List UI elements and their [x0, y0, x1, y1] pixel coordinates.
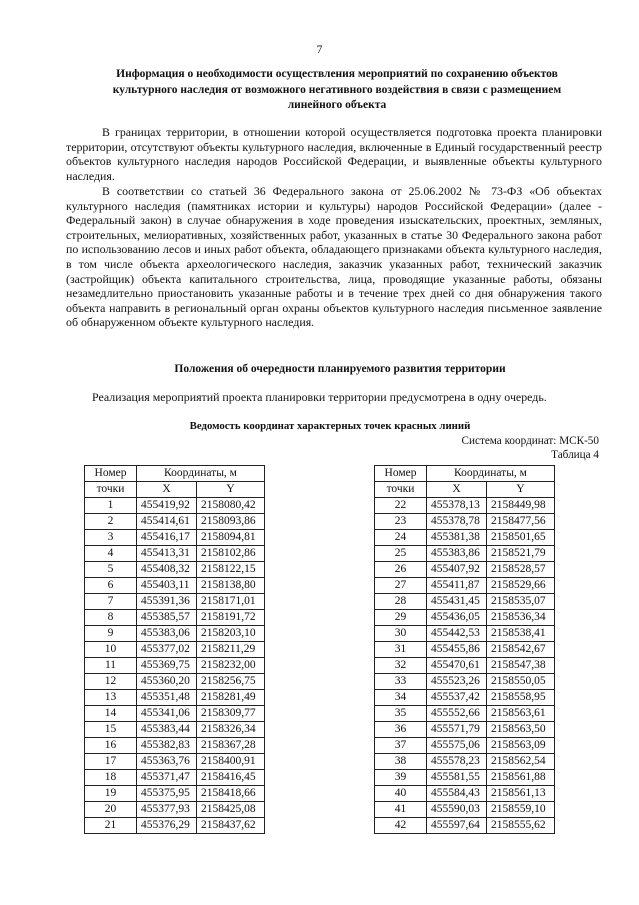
y-coordinate-cell: 2158138,80 — [197, 578, 265, 594]
table-row — [375, 674, 555, 690]
point-number-cell: 26 — [375, 562, 427, 578]
point-number-cell: 23 — [375, 514, 427, 530]
y-coordinate-cell: 2158425,08 — [197, 802, 265, 818]
header-coordinates: Координаты, м — [427, 466, 555, 482]
table-row — [85, 786, 265, 802]
table-row — [375, 658, 555, 674]
point-number-cell: 34 — [375, 690, 427, 706]
section-heading-development-order: Положения об очередности планируемого развития территории — [174, 363, 506, 375]
point-number-cell: 17 — [85, 754, 137, 770]
y-coordinate-cell: 2158102,86 — [197, 546, 265, 562]
paragraph-federal-law — [66, 184, 602, 330]
x-coordinate-cell: 455578,23 — [427, 754, 487, 770]
y-coordinate-cell: 2158555,62 — [487, 818, 555, 834]
x-coordinate-cell: 455442,53 — [427, 626, 487, 642]
y-coordinate-cell: 2158416,45 — [197, 770, 265, 786]
point-number-cell: 13 — [85, 690, 137, 706]
paragraph-heritage-absence — [66, 125, 602, 183]
table-row — [85, 658, 265, 674]
x-coordinate-cell: 455382,83 — [137, 738, 197, 754]
x-coordinate-cell: 455378,78 — [427, 514, 487, 530]
point-number-cell: 10 — [85, 642, 137, 658]
table-row — [85, 610, 265, 626]
point-number-cell: 24 — [375, 530, 427, 546]
point-number-cell: 22 — [375, 498, 427, 514]
table-row — [375, 690, 555, 706]
y-coordinate-cell: 2158449,98 — [487, 498, 555, 514]
x-coordinate-cell: 455470,61 — [427, 658, 487, 674]
x-coordinate-cell: 455571,79 — [427, 722, 487, 738]
table-row — [375, 706, 555, 722]
paragraph-single-stage: Реализация мероприятий проекта планировки территории предусмотрена в одну очередь. — [92, 390, 547, 404]
table-row — [375, 594, 555, 610]
x-coordinate-cell: 455537,42 — [427, 690, 487, 706]
y-coordinate-cell: 2158561,13 — [487, 786, 555, 802]
table-number-label: Таблица 4 — [551, 449, 599, 461]
y-coordinate-cell: 2158232,00 — [197, 658, 265, 674]
paragraph-text: В границах территории, в отношении которой осуществляется подготовка проекта планировки территории, отсутствуют объекты культурного наследия, включенные в Единый государственный реестр объектов культурного наследия народов Российской Федерации, и выявленные объекты культурного наследия. — [66, 125, 602, 183]
x-coordinate-cell: 455523,26 — [427, 674, 487, 690]
y-coordinate-cell: 2158542,67 — [487, 642, 555, 658]
header-x: X — [137, 482, 197, 498]
y-coordinate-cell: 2158309,77 — [197, 706, 265, 722]
point-number-cell: 40 — [375, 786, 427, 802]
point-number-cell: 12 — [85, 674, 137, 690]
table-row — [85, 818, 265, 834]
x-coordinate-cell: 455407,92 — [427, 562, 487, 578]
y-coordinate-cell: 2158203,10 — [197, 626, 265, 642]
y-coordinate-cell: 2158561,88 — [487, 770, 555, 786]
point-number-cell: 14 — [85, 706, 137, 722]
table-row — [85, 690, 265, 706]
point-number-cell: 42 — [375, 818, 427, 834]
table-row — [85, 642, 265, 658]
point-number-cell: 6 — [85, 578, 137, 594]
header-coordinates: Координаты, м — [137, 466, 265, 482]
y-coordinate-cell: 2158563,09 — [487, 738, 555, 754]
y-coordinate-cell: 2158550,05 — [487, 674, 555, 690]
table-row — [85, 802, 265, 818]
table-row — [85, 498, 265, 514]
table-row — [85, 514, 265, 530]
y-coordinate-cell: 2158538,41 — [487, 626, 555, 642]
table-row — [375, 578, 555, 594]
point-number-cell: 16 — [85, 738, 137, 754]
y-coordinate-cell: 2158171,01 — [197, 594, 265, 610]
table-row — [375, 610, 555, 626]
table-row — [375, 562, 555, 578]
point-number-cell: 36 — [375, 722, 427, 738]
x-coordinate-cell: 455351,48 — [137, 690, 197, 706]
table-row — [375, 626, 555, 642]
point-number-cell: 39 — [375, 770, 427, 786]
point-number-cell: 21 — [85, 818, 137, 834]
x-coordinate-cell: 455413,31 — [137, 546, 197, 562]
y-coordinate-cell: 2158529,66 — [487, 578, 555, 594]
table-row — [85, 754, 265, 770]
point-number-cell: 28 — [375, 594, 427, 610]
x-coordinate-cell: 455376,29 — [137, 818, 197, 834]
point-number-cell: 15 — [85, 722, 137, 738]
y-coordinate-cell: 2158559,10 — [487, 802, 555, 818]
point-number-cell: 25 — [375, 546, 427, 562]
point-number-cell: 18 — [85, 770, 137, 786]
table-row — [85, 578, 265, 594]
x-coordinate-cell: 455377,93 — [137, 802, 197, 818]
x-coordinate-cell: 455455,86 — [427, 642, 487, 658]
table-row — [375, 738, 555, 754]
x-coordinate-cell: 455360,20 — [137, 674, 197, 690]
table-row — [375, 722, 555, 738]
table-row — [375, 498, 555, 514]
y-coordinate-cell: 2158281,49 — [197, 690, 265, 706]
x-coordinate-cell: 455552,66 — [427, 706, 487, 722]
x-coordinate-cell: 455383,44 — [137, 722, 197, 738]
y-coordinate-cell: 2158521,79 — [487, 546, 555, 562]
point-number-cell: 2 — [85, 514, 137, 530]
x-coordinate-cell: 455408,32 — [137, 562, 197, 578]
x-coordinate-cell: 455584,43 — [427, 786, 487, 802]
y-coordinate-cell: 2158418,66 — [197, 786, 265, 802]
point-number-cell: 11 — [85, 658, 137, 674]
point-number-cell: 38 — [375, 754, 427, 770]
point-number-cell: 3 — [85, 530, 137, 546]
table-row — [85, 626, 265, 642]
x-coordinate-cell: 455383,86 — [427, 546, 487, 562]
header-y: Y — [197, 482, 265, 498]
section-heading-cultural-heritage — [72, 67, 602, 114]
point-number-cell: 31 — [375, 642, 427, 658]
x-coordinate-cell: 455416,17 — [137, 530, 197, 546]
x-coordinate-cell: 455597,64 — [427, 818, 487, 834]
point-number-cell: 33 — [375, 674, 427, 690]
y-coordinate-cell: 2158191,72 — [197, 610, 265, 626]
paragraph-text: В соответствии со статьей 36 Федерального закона от 25.06.2002 № 73-ФЗ «Об объектах культурного наследия (памятниках истории и культуры) народов Российской Федерации» (далее - Федеральный закон) в случае обнаружения в ходе проведения изыскательских, проектных, земляных, строительных, мелиоративных, хозяйственных работ, указанных в статье 30 Федерального закона работ по использованию лесов и иных работ объекта, обладающего признаками объекта культурного наследия, в том числе объекта археологического наследия, заказчик указанных работ, технический заказчик (застройщик) объекта капитального строительства, лица, проводящие указанные работы, обязаны незамедлительно приостановить указанные работы и в течение трех дней со дня обнаружения такого объекта направить в региональный орган охраны объектов культурного наследия письменное заявление об обнаруженном объекте культурного наследия. — [66, 184, 602, 330]
table-row — [375, 786, 555, 802]
header-point-number-line2: точки — [375, 482, 427, 498]
y-coordinate-cell: 2158547,38 — [487, 658, 555, 674]
y-coordinate-cell: 2158094,81 — [197, 530, 265, 546]
y-coordinate-cell: 2158528,57 — [487, 562, 555, 578]
table-row — [375, 642, 555, 658]
coordinates-table-left — [84, 465, 265, 834]
point-number-cell: 8 — [85, 610, 137, 626]
y-coordinate-cell: 2158093,86 — [197, 514, 265, 530]
header-y: Y — [487, 482, 555, 498]
x-coordinate-cell: 455377,02 — [137, 642, 197, 658]
y-coordinate-cell: 2158256,75 — [197, 674, 265, 690]
coordinate-system-label: Система координат: МСК-50 — [461, 435, 599, 447]
y-coordinate-cell: 2158080,42 — [197, 498, 265, 514]
x-coordinate-cell: 455385,57 — [137, 610, 197, 626]
point-number-cell: 5 — [85, 562, 137, 578]
x-coordinate-cell: 455419,92 — [137, 498, 197, 514]
y-coordinate-cell: 2158536,34 — [487, 610, 555, 626]
y-coordinate-cell: 2158563,50 — [487, 722, 555, 738]
table-row — [375, 546, 555, 562]
heading-line: линейного объекта — [287, 99, 387, 111]
table-row — [85, 562, 265, 578]
point-number-cell: 1 — [85, 498, 137, 514]
x-coordinate-cell: 455436,05 — [427, 610, 487, 626]
table-caption — [462, 434, 599, 462]
point-number-cell: 27 — [375, 578, 427, 594]
table-row — [375, 754, 555, 770]
point-number-cell: 35 — [375, 706, 427, 722]
table-row — [85, 738, 265, 754]
point-number-cell: 37 — [375, 738, 427, 754]
y-coordinate-cell: 2158326,34 — [197, 722, 265, 738]
y-coordinate-cell: 2158367,28 — [197, 738, 265, 754]
table-row — [375, 770, 555, 786]
point-number-cell: 30 — [375, 626, 427, 642]
point-number-cell: 29 — [375, 610, 427, 626]
y-coordinate-cell: 2158477,56 — [487, 514, 555, 530]
x-coordinate-cell: 455363,76 — [137, 754, 197, 770]
point-number-cell: 20 — [85, 802, 137, 818]
heading-line: культурного наследия от возможного негативного воздействия в связи с размещением — [112, 83, 562, 96]
x-coordinate-cell: 455341,06 — [137, 706, 197, 722]
point-number-cell: 19 — [85, 786, 137, 802]
coordinates-table-right — [374, 465, 555, 834]
y-coordinate-cell: 2158562,54 — [487, 754, 555, 770]
table-row — [85, 530, 265, 546]
x-coordinate-cell: 455581,55 — [427, 770, 487, 786]
x-coordinate-cell: 455391,36 — [137, 594, 197, 610]
x-coordinate-cell: 455381,38 — [427, 530, 487, 546]
x-coordinate-cell: 455378,13 — [427, 498, 487, 514]
y-coordinate-cell: 2158211,29 — [197, 642, 265, 658]
table-row — [375, 514, 555, 530]
x-coordinate-cell: 455383,06 — [137, 626, 197, 642]
y-coordinate-cell: 2158535,07 — [487, 594, 555, 610]
point-number-cell: 41 — [375, 802, 427, 818]
table-row — [85, 546, 265, 562]
point-number-cell: 32 — [375, 658, 427, 674]
header-point-number: Номер — [85, 466, 137, 482]
table-row — [85, 770, 265, 786]
x-coordinate-cell: 455411,87 — [427, 578, 487, 594]
x-coordinate-cell: 455575,06 — [427, 738, 487, 754]
table-row — [85, 722, 265, 738]
y-coordinate-cell: 2158437,62 — [197, 818, 265, 834]
page-number: 7 — [316, 44, 323, 56]
table-row — [375, 530, 555, 546]
y-coordinate-cell: 2158501,65 — [487, 530, 555, 546]
x-coordinate-cell: 455590,03 — [427, 802, 487, 818]
point-number-cell: 9 — [85, 626, 137, 642]
point-number-cell: 7 — [85, 594, 137, 610]
x-coordinate-cell: 455414,61 — [137, 514, 197, 530]
y-coordinate-cell: 2158400,91 — [197, 754, 265, 770]
header-point-number: Номер — [375, 466, 427, 482]
x-coordinate-cell: 455431,45 — [427, 594, 487, 610]
heading-line: Информация о необходимости осуществления мероприятий по сохранению объектов — [116, 68, 558, 80]
table-row — [375, 818, 555, 834]
x-coordinate-cell: 455371,47 — [137, 770, 197, 786]
header-x: X — [427, 482, 487, 498]
header-point-number-line2: точки — [85, 482, 137, 498]
y-coordinate-cell: 2158563,61 — [487, 706, 555, 722]
x-coordinate-cell: 455403,11 — [137, 578, 197, 594]
table-row — [85, 674, 265, 690]
table-title: Ведомость координат характерных точек красных линий — [189, 420, 471, 432]
y-coordinate-cell: 2158558,95 — [487, 690, 555, 706]
x-coordinate-cell: 455369,75 — [137, 658, 197, 674]
y-coordinate-cell: 2158122,15 — [197, 562, 265, 578]
table-row — [375, 802, 555, 818]
table-row — [85, 706, 265, 722]
x-coordinate-cell: 455375,95 — [137, 786, 197, 802]
point-number-cell: 4 — [85, 546, 137, 562]
table-row — [85, 594, 265, 610]
